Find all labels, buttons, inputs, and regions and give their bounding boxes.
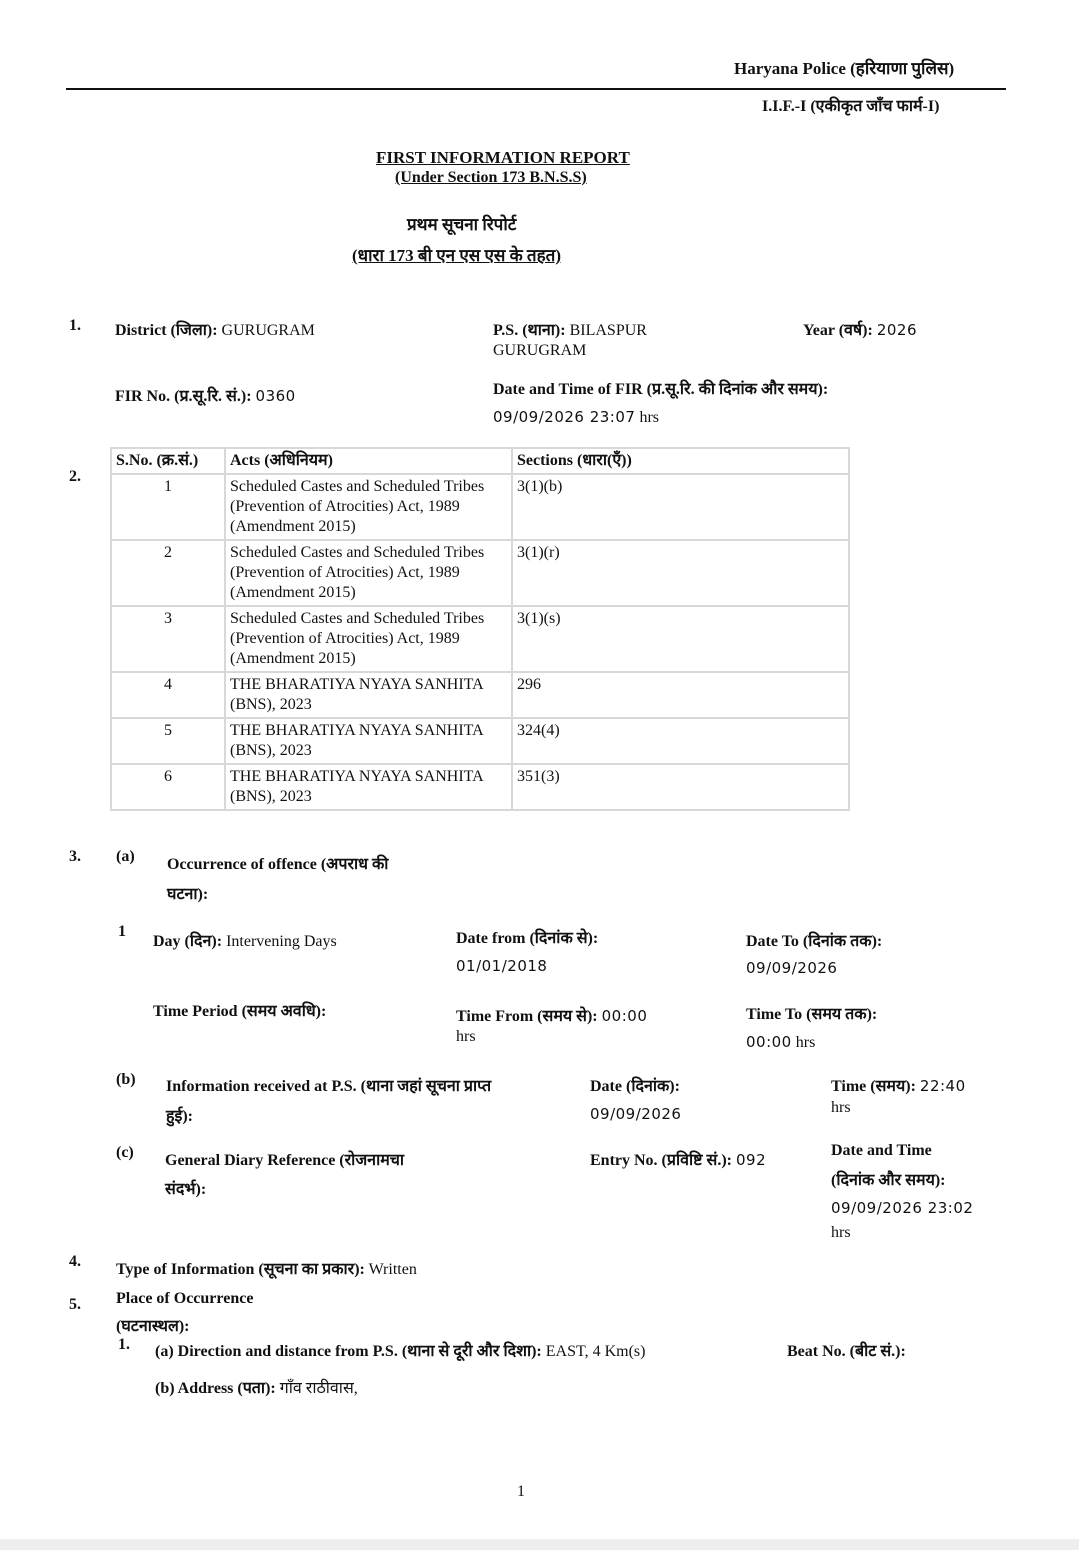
day-value: Intervening Days — [226, 933, 337, 950]
gd-datetime-unit: hrs — [831, 1224, 851, 1241]
entry-label: Entry No. (प्रविष्टि सं.): — [590, 1152, 732, 1169]
gd-datetime-label-1: Date and Time — [831, 1142, 932, 1159]
info-type-field — [116, 1257, 417, 1279]
district-field — [115, 318, 315, 340]
time-to-unit: hrs — [795, 1034, 816, 1051]
ps-value-2: GURUGRAM — [493, 342, 587, 359]
title-hi-1: प्रथम सूचना रिपोर्ट — [407, 215, 517, 234]
place-label-1: Place of Occurrence — [116, 1290, 254, 1307]
row-act: Scheduled Castes and Scheduled Tribes (Prevention of Atrocities) Act, 1989 (Amendment 2015) — [225, 540, 512, 606]
address-label: (b) Address (पता): — [155, 1380, 276, 1397]
title-en-2: (Under Section 173 B.N.S.S) — [395, 169, 587, 186]
year-value: 2026 — [876, 321, 918, 339]
fir-datetime-field — [493, 408, 659, 427]
row-section: 296 — [512, 672, 849, 718]
section-3c-mark: (c) — [116, 1144, 134, 1161]
time-period-label: Time Period (समय अवधि): — [153, 1003, 327, 1020]
header-form: I.I.F.-I (एकीकृत जाँच फार्म-I) — [762, 98, 940, 115]
info-type-value: Written — [368, 1261, 417, 1278]
direction-label: (a) Direction and distance from P.S. (थाना से दूरी और दिशा): — [155, 1343, 542, 1360]
entry-field — [590, 1148, 766, 1170]
table-row — [111, 474, 849, 540]
table-row — [111, 606, 849, 672]
ps-value-1: BILASPUR — [569, 322, 647, 339]
row-act: THE BHARATIYA NYAYA SANHITA (BNS), 2023 — [225, 672, 512, 718]
direction-field — [155, 1339, 645, 1361]
fir-field — [115, 384, 296, 406]
date-to-label: Date To (दिनांक तक): — [746, 933, 883, 950]
title-en-1: FIRST INFORMATION REPORT — [376, 148, 630, 167]
section-5-number: 5. — [69, 1296, 81, 1313]
table-row — [111, 672, 849, 718]
ps-label: P.S. (थाना): — [493, 322, 566, 339]
date-from-label: Date from (दिनांक से): — [456, 930, 599, 947]
section-4-number: 4. — [69, 1253, 81, 1270]
section-3-number: 3. — [69, 848, 81, 865]
time-to-field — [746, 1033, 815, 1052]
direction-value: EAST, 4 Km(s) — [545, 1343, 646, 1360]
page-number: 1 — [517, 1483, 525, 1500]
row-sno: 1 — [111, 474, 225, 540]
info-time-value: 22:40 — [919, 1077, 966, 1095]
date-from-value: 01/01/2018 — [456, 957, 548, 975]
occurrence-item-number: 1 — [118, 923, 126, 940]
table-row — [111, 764, 849, 810]
address-field — [155, 1376, 358, 1398]
row-sno: 3 — [111, 606, 225, 672]
section-3a-mark: (a) — [116, 848, 135, 865]
fir-label: FIR No. (प्र.सू.रि. सं.): — [115, 388, 252, 405]
entry-value: 092 — [736, 1151, 767, 1169]
info-received-label-2: हुई): — [166, 1108, 194, 1125]
gd-datetime-label-2: (दिनांक और समय): — [831, 1172, 946, 1189]
fir-datetime-unit: hrs — [639, 409, 660, 426]
row-section: 3(1)(s) — [512, 606, 849, 672]
row-act: THE BHARATIYA NYAYA SANHITA (BNS), 2023 — [225, 764, 512, 810]
header-org: Haryana Police (हरियाणा पुलिस) — [734, 59, 955, 78]
footer-bar — [0, 1539, 1079, 1550]
ps-field — [493, 318, 647, 340]
row-section: 3(1)(r) — [512, 540, 849, 606]
year-label: Year (वर्ष): — [803, 322, 873, 339]
fir-datetime-label: Date and Time of FIR (प्र.सू.रि. की दिनांक और समय): — [493, 381, 829, 398]
fir-datetime-value: 09/09/2026 23:07 — [493, 408, 636, 426]
district-label: District (जिला): — [115, 322, 218, 339]
info-time-field — [831, 1074, 966, 1096]
info-time-label: Time (समय): — [831, 1078, 916, 1095]
gd-reference-label-2: संदर्भ): — [165, 1181, 207, 1198]
time-from-value: 00:00 — [601, 1007, 648, 1025]
fir-value: 0360 — [255, 387, 296, 405]
acts-table — [110, 447, 850, 811]
row-sno: 6 — [111, 764, 225, 810]
place-item-number: 1. — [118, 1336, 130, 1353]
beat-label: Beat No. (बीट सं.): — [787, 1343, 906, 1360]
time-from-label: Time From (समय से): — [456, 1008, 598, 1025]
occurrence-label-2: घटना): — [167, 886, 209, 903]
acts-table-header — [111, 448, 849, 474]
row-act: Scheduled Castes and Scheduled Tribes (Prevention of Atrocities) Act, 1989 (Amendment 2015) — [225, 606, 512, 672]
row-section: 351(3) — [512, 764, 849, 810]
section-3b-mark: (b) — [116, 1071, 136, 1088]
date-to-value: 09/09/2026 — [746, 959, 838, 977]
gd-reference-label-1: General Diary Reference (रोजनामचा — [165, 1152, 405, 1169]
year-field — [803, 318, 917, 340]
day-field — [153, 929, 337, 951]
info-time-unit: hrs — [831, 1099, 851, 1116]
row-sno: 4 — [111, 672, 225, 718]
address-value: गाँव राठीवास, — [279, 1380, 358, 1397]
table-row — [111, 540, 849, 606]
place-label-2: (घटनास्थल): — [116, 1318, 190, 1335]
row-sno: 5 — [111, 718, 225, 764]
time-to-label: Time To (समय तक): — [746, 1006, 878, 1023]
time-from-field — [456, 1004, 647, 1026]
row-sno: 2 — [111, 540, 225, 606]
header-rule — [66, 88, 1006, 90]
section-1-number: 1. — [69, 317, 81, 334]
time-to-value: 00:00 — [746, 1033, 792, 1051]
title-hi-2: (धारा 173 बी एन एस एस के तहत) — [352, 246, 561, 265]
row-act: THE BHARATIYA NYAYA SANHITA (BNS), 2023 — [225, 718, 512, 764]
day-label: Day (दिन): — [153, 933, 223, 950]
section-2-number: 2. — [69, 468, 81, 485]
row-act: Scheduled Castes and Scheduled Tribes (Prevention of Atrocities) Act, 1989 (Amendment 2015) — [225, 474, 512, 540]
info-date-value: 09/09/2026 — [590, 1105, 682, 1123]
occurrence-label-1: Occurrence of offence (अपराध की — [167, 856, 389, 873]
time-from-unit: hrs — [456, 1028, 476, 1045]
info-date-label: Date (दिनांक): — [590, 1078, 680, 1095]
row-section: 3(1)(b) — [512, 474, 849, 540]
info-received-label-1: Information received at P.S. (थाना जहां सूचना प्राप्त — [166, 1078, 492, 1095]
table-row — [111, 718, 849, 764]
gd-datetime-value: 09/09/2026 23:02 — [831, 1199, 974, 1217]
header-acts: Acts (अधिनियम) — [225, 448, 512, 474]
district-value: GURUGRAM — [221, 322, 315, 339]
header-sno: S.No. (क्र.सं.) — [111, 448, 225, 474]
row-section: 324(4) — [512, 718, 849, 764]
info-type-label: Type of Information (सूचना का प्रकार): — [116, 1261, 365, 1278]
header-sections: Sections (धारा(एँ)) — [512, 448, 849, 474]
